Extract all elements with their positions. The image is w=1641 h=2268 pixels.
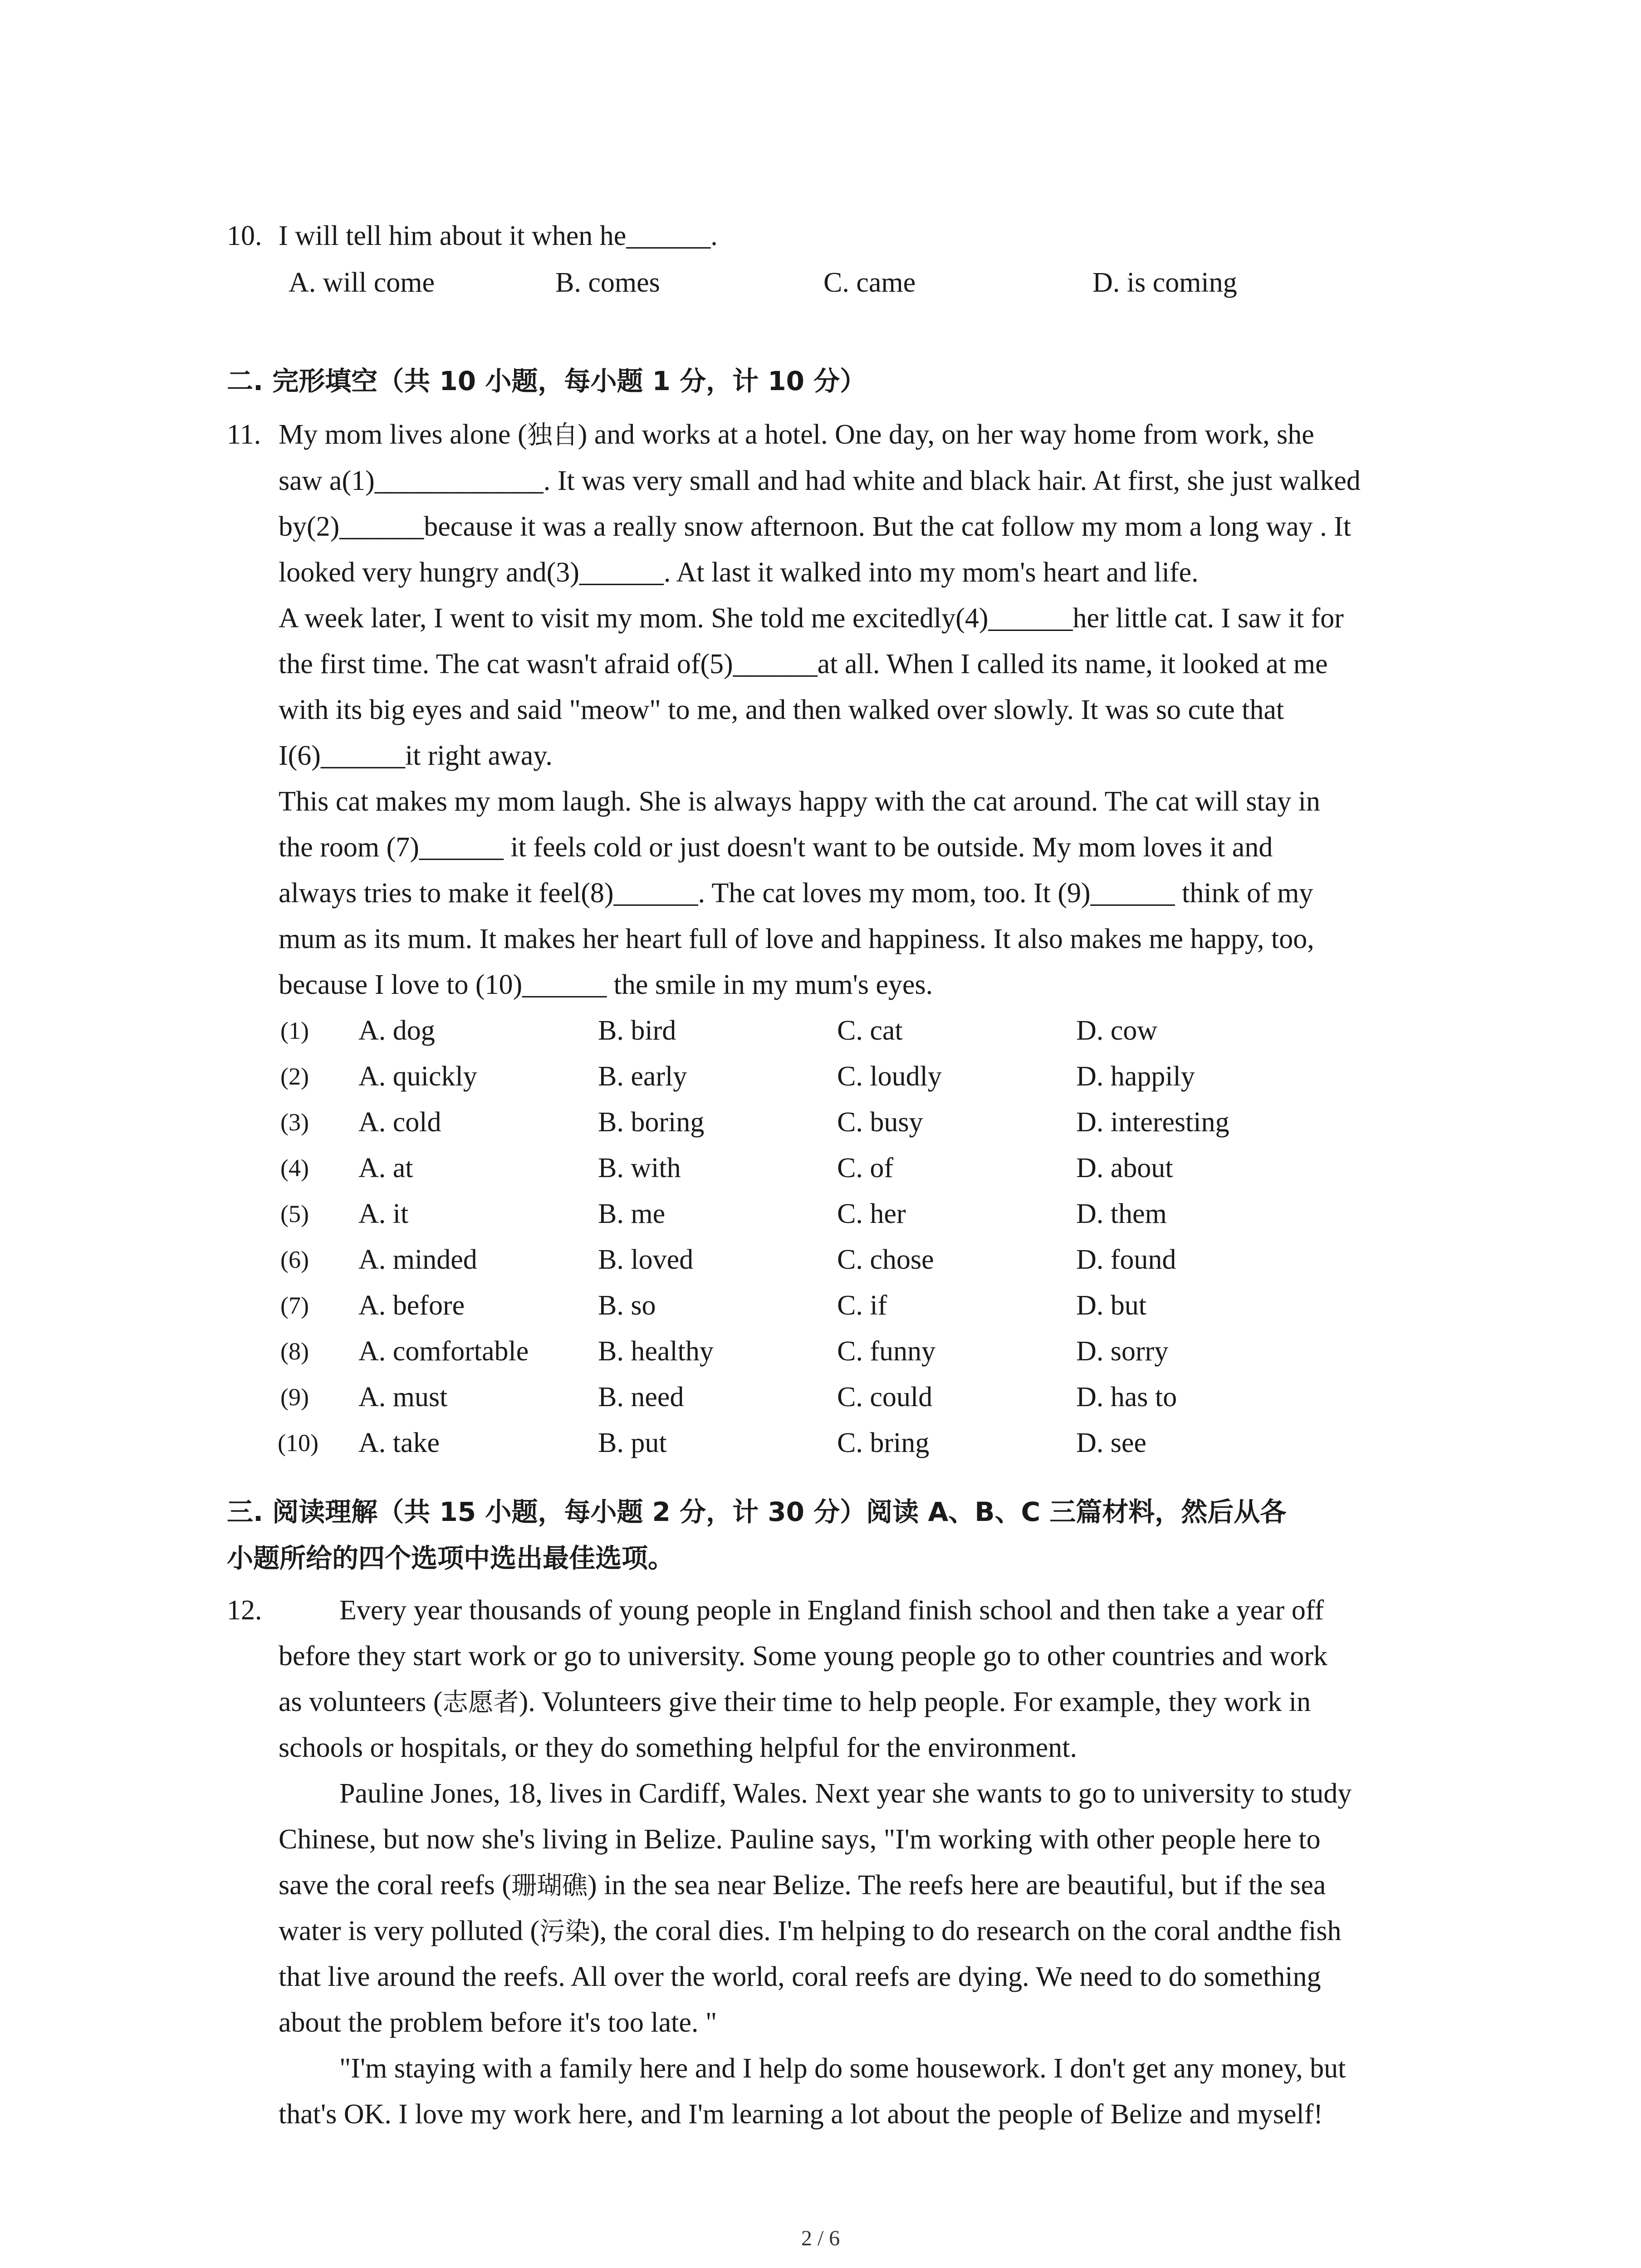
- passage-line: the first time. The cat wasn't afraid of(5)______at all. When I called its name, it looked at me: [279, 649, 1328, 679]
- option-b: B. loved: [598, 1244, 694, 1275]
- option-b: B. healthy: [598, 1336, 714, 1367]
- passage-line: schools or hospitals, or they do something helpful for the environment.: [279, 1732, 1077, 1763]
- passage-line: save the coral reefs (珊瑚礁) in the sea near Belize. The reefs here are beautiful, but if the sea: [279, 1870, 1326, 1901]
- option-c: C. her: [837, 1198, 906, 1229]
- option-c: C. if: [837, 1290, 887, 1321]
- option-a: A. take: [358, 1427, 440, 1458]
- option-a: A. it: [358, 1198, 409, 1229]
- option-d: D. interesting: [1076, 1107, 1230, 1138]
- passage-line: as volunteers (志愿者). Volunteers give their time to help people. For example, they work in: [279, 1686, 1311, 1717]
- passage-line: This cat makes my mom laugh. She is always happy with the cat around. The cat will stay in: [279, 786, 1320, 817]
- page-number: 2 / 6: [801, 2226, 840, 2250]
- option-a: A. at: [358, 1153, 413, 1183]
- passage-line: looked very hungry and(3)______. At last it walked into my mom's heart and life.: [279, 557, 1199, 588]
- option-b: B. boring: [598, 1107, 705, 1138]
- option-d: D. about: [1076, 1153, 1173, 1183]
- option-c: C. of: [837, 1153, 893, 1183]
- choice-index: (10): [278, 1429, 318, 1457]
- option-c: C. cat: [837, 1015, 903, 1046]
- passage-line: that live around the reefs. All over the world, coral reefs are dying. We need to do something: [279, 1961, 1321, 1992]
- section-heading: 三. 阅读理解（共 15 小题，每小题 2 分，计 30 分）阅读 A、B、C 三篇材料，然后从各: [227, 1496, 1287, 1527]
- option-b: B. me: [598, 1198, 666, 1229]
- option-b: B. bird: [598, 1015, 676, 1046]
- option-c: C. busy: [837, 1107, 923, 1138]
- question-number: 11.: [227, 419, 261, 450]
- question-number: 10.: [227, 220, 262, 251]
- passage-line: by(2)______because it was a really snow afternoon. But the cat follow my mom a long way . It: [279, 511, 1352, 542]
- option-d: D. cow: [1076, 1015, 1158, 1046]
- choice-index: (6): [280, 1246, 309, 1273]
- choice-index: (1): [280, 1017, 309, 1044]
- question-number: 12.: [227, 1595, 262, 1626]
- option-d: D. happily: [1076, 1061, 1195, 1092]
- passage-line: I(6)______it right away.: [279, 740, 553, 771]
- passage-line: Chinese, but now she's living in Belize. Pauline says, "I'm working with other people here to: [279, 1824, 1321, 1855]
- choice-index: (2): [280, 1063, 309, 1090]
- passage-line: water is very polluted (污染), the coral dies. I'm helping to do research on the coral andthe fish: [279, 1916, 1342, 1946]
- passage-line: Every year thousands of young people in England finish school and then take a year off: [339, 1595, 1324, 1626]
- passage-line: "I'm staying with a family here and I help do some housework. I don't get any money, but: [339, 2053, 1346, 2084]
- choice-index: (7): [280, 1292, 309, 1319]
- option-c: C. could: [837, 1382, 933, 1413]
- option-a: A. comfortable: [358, 1336, 529, 1367]
- passage-line: before they start work or go to university. Some young people go to other countries and work: [279, 1641, 1327, 1672]
- option-b: B. comes: [555, 267, 660, 298]
- option-a: A. minded: [358, 1244, 477, 1275]
- passage-line: saw a(1)____________. It was very small and had white and black hair. At first, she just walked: [279, 465, 1361, 496]
- passage-line: because I love to (10)______ the smile in my mum's eyes.: [279, 969, 933, 1000]
- option-c: C. loudly: [837, 1061, 942, 1092]
- option-b: B. early: [598, 1061, 687, 1092]
- option-b: B. with: [598, 1153, 681, 1183]
- option-a: A. before: [358, 1290, 465, 1321]
- choice-index: (5): [280, 1200, 309, 1227]
- choice-index: (9): [280, 1383, 309, 1411]
- option-d: D. sorry: [1076, 1336, 1169, 1367]
- choice-index: (4): [280, 1154, 309, 1182]
- option-b: B. need: [598, 1382, 684, 1413]
- option-b: B. put: [598, 1427, 667, 1458]
- option-d: D. is coming: [1092, 267, 1237, 298]
- passage-line: about the problem before it's too late. ": [279, 2007, 717, 2038]
- option-a: A. cold: [358, 1107, 441, 1138]
- passage-line: with its big eyes and said "meow" to me, and then walked over slowly. It was so cute that: [279, 694, 1284, 725]
- passage-line: that's OK. I love my work here, and I'm learning a lot about the people of Belize and myself!: [279, 2099, 1323, 2130]
- option-d: D. found: [1076, 1244, 1176, 1275]
- passage-line: always tries to make it feel(8)______. The cat loves my mom, too. It (9)______ think of my: [279, 878, 1313, 909]
- section-heading: 二. 完形填空（共 10 小题，每小题 1 分，计 10 分）: [227, 366, 867, 396]
- option-c: C. came: [823, 267, 916, 298]
- section-heading-continued: 小题所给的四个选项中选出最佳选项。: [227, 1543, 675, 1574]
- passage-line: A week later, I went to visit my mom. She told me excitedly(4)______her little cat. I saw it for: [279, 603, 1344, 634]
- choice-index: (8): [280, 1338, 309, 1365]
- option-d: D. them: [1076, 1198, 1167, 1229]
- choice-index: (3): [280, 1109, 309, 1136]
- option-a: A. must: [358, 1382, 448, 1413]
- option-a: A. will come: [289, 267, 435, 298]
- passage-line: Pauline Jones, 18, lives in Cardiff, Wales. Next year she wants to go to university to study: [339, 1778, 1352, 1809]
- option-d: D. but: [1076, 1290, 1146, 1321]
- option-c: C. bring: [837, 1427, 930, 1458]
- option-d: D. see: [1076, 1427, 1146, 1458]
- option-c: C. funny: [837, 1336, 936, 1367]
- option-c: C. chose: [837, 1244, 934, 1275]
- passage-line: the room (7)______ it feels cold or just doesn't want to be outside. My mom loves it and: [279, 832, 1273, 863]
- passage-line: My mom lives alone (独自) and works at a hotel. One day, on her way home from work, she: [279, 419, 1314, 450]
- passage-line: mum as its mum. It makes her heart full of love and happiness. It also makes me happy, too,: [279, 924, 1314, 954]
- question-text: I will tell him about it when he______.: [279, 220, 718, 251]
- option-a: A. quickly: [358, 1061, 477, 1092]
- option-d: D. has to: [1076, 1382, 1177, 1413]
- option-b: B. so: [598, 1290, 656, 1321]
- option-a: A. dog: [358, 1015, 435, 1046]
